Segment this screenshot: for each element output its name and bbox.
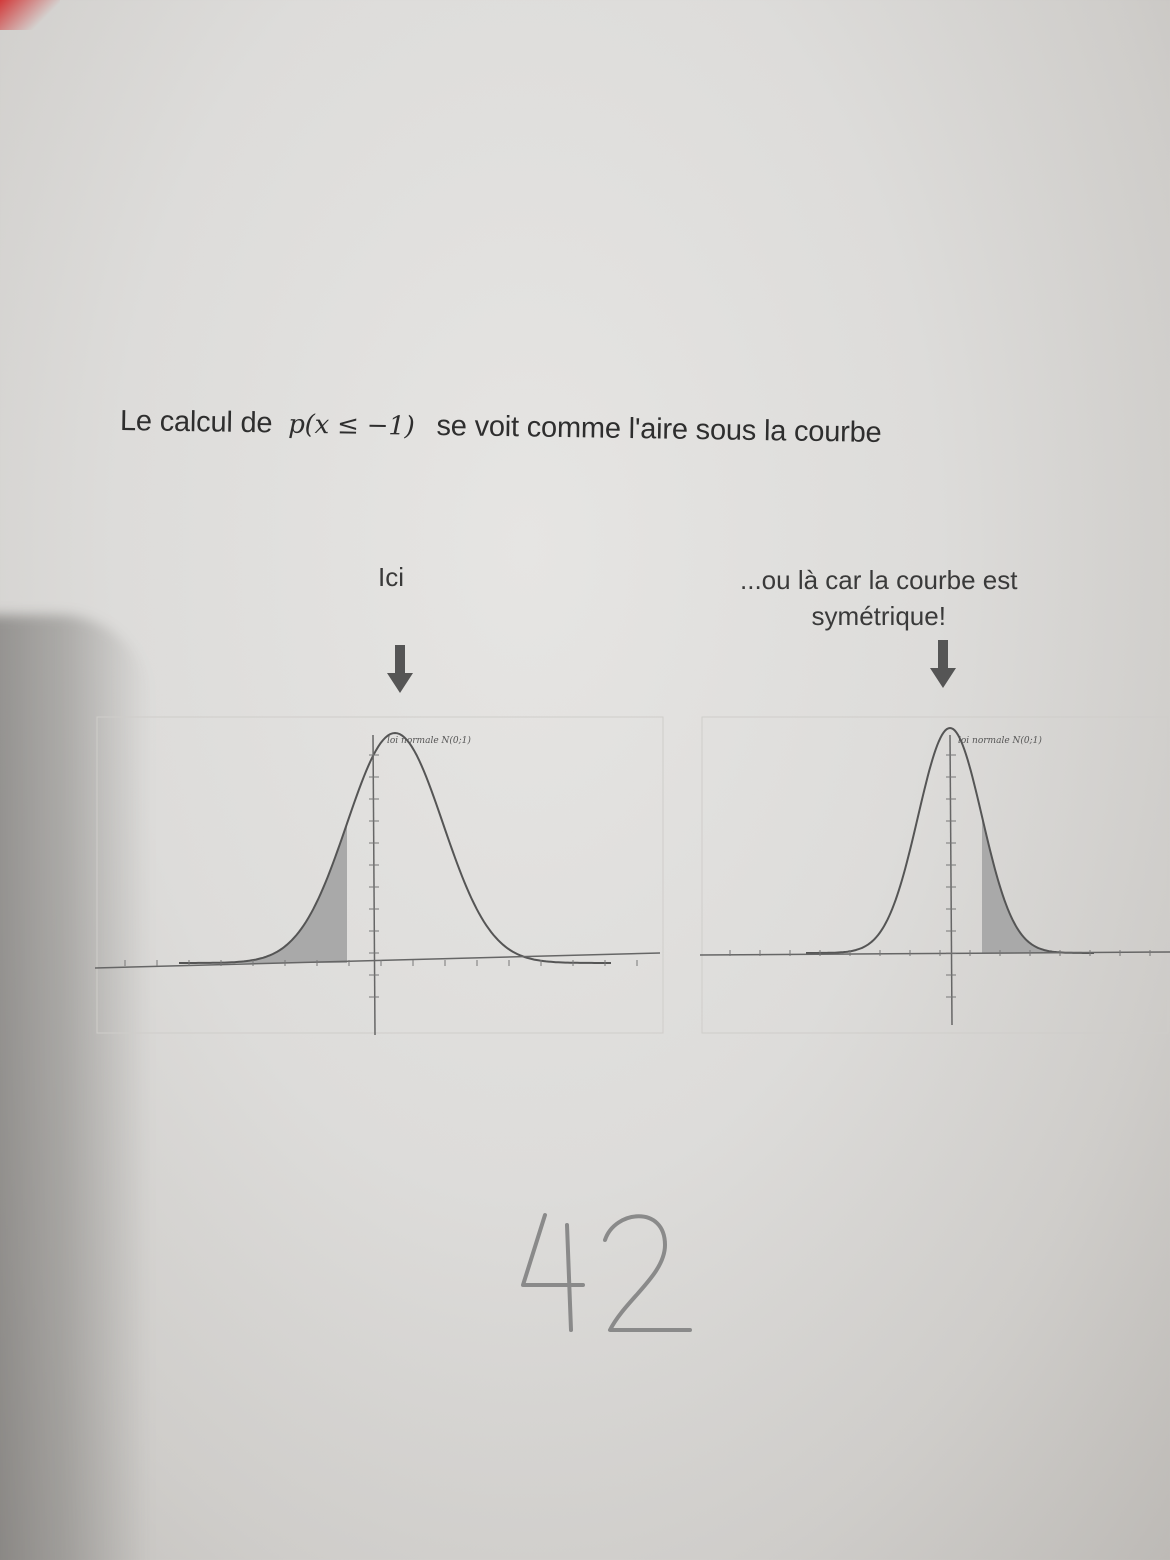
normal-curve-left-tail: [95, 715, 665, 1035]
graph-frame: [97, 717, 663, 1033]
digit-2-stroke: [605, 1216, 690, 1330]
heading-math: p(x ≤ −1): [287, 409, 415, 442]
axis-ticks: [125, 755, 637, 997]
y-axis: [950, 735, 952, 1025]
down-arrow-icon: [387, 645, 413, 695]
normal-curve-right-tail: [700, 715, 1170, 1035]
x-axis: [95, 953, 660, 968]
heading: [120, 405, 882, 450]
y-axis: [373, 735, 375, 1035]
x-axis: [700, 952, 1170, 955]
heading-text-after: se voit comme l'aire sous la courbe: [436, 409, 882, 449]
page-edge-mark: [0, 0, 60, 30]
label-symmetric-line1: ...ou là car la courbe est: [740, 565, 1018, 595]
graph-frame: [702, 717, 1168, 1033]
heading-text-before: Le calcul de: [119, 405, 273, 440]
axis-ticks: [730, 755, 1150, 997]
down-arrow-icon: [930, 640, 956, 690]
gaussian-curve: [179, 733, 611, 963]
label-symmetric-line2: symétrique!: [811, 601, 946, 631]
label-symmetric: [740, 562, 1017, 634]
label-ici: Ici: [378, 562, 404, 592]
curve-title: loi normale N(0;1): [958, 736, 1042, 746]
curve-title: loi normale N(0;1): [387, 736, 471, 746]
handwritten-page-number: [505, 1190, 705, 1350]
digit-4-stroke: [523, 1215, 583, 1330]
